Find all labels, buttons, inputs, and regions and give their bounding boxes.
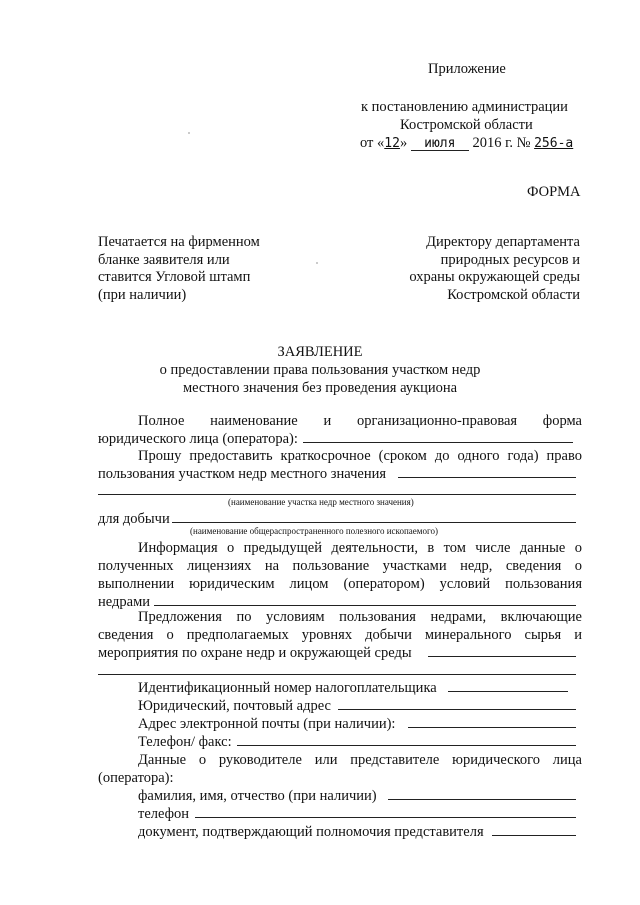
document-subtitle-line2: местного значения без проведения аукциона — [182, 380, 458, 396]
p3-line1: Информация о предыдущей деятельности, в том числе данные о — [138, 540, 582, 556]
left-note-line4: (при наличии) — [98, 287, 187, 303]
appendix-label: Приложение — [428, 61, 506, 77]
document-label: документ, подтверждающий полномочия представителя — [138, 824, 484, 840]
phone-fax-label: Телефон/ факс: — [138, 734, 232, 750]
region-label: Костромской области — [400, 117, 533, 133]
date-year: 2016 г. № — [472, 135, 531, 151]
p4-line1: Предложения по условиям пользования недрами, включающие — [138, 609, 582, 625]
date-prefix: от « — [360, 135, 385, 151]
addressee-line4: Костромской области — [447, 287, 580, 303]
document-subtitle-line1: о предоставлении права пользования участком недр — [159, 362, 481, 378]
addressee-line2: природных ресурсов и — [440, 252, 580, 268]
form-label: ФОРМА — [527, 184, 581, 200]
inn-field[interactable] — [448, 691, 568, 692]
resolution-date — [360, 134, 573, 153]
email-label: Адрес электронной почты (при наличии): — [138, 716, 396, 732]
for-mining-label: для добычи — [98, 511, 170, 527]
proposals-field-2[interactable] — [98, 674, 576, 675]
head-line2: (оператора): — [98, 770, 174, 786]
left-note-line3: ставится Угловой штамп — [98, 269, 251, 285]
p4-line3: мероприятия по охране недр и окружающей среды — [98, 645, 412, 661]
resolution-number: 256-а — [534, 136, 574, 151]
caption-mineral: (наименование общераспространенного полезного ископаемого) — [190, 526, 438, 536]
p1-line2: юридического лица (оператора): — [98, 431, 298, 447]
date-day: 12 — [384, 136, 400, 151]
scan-speck — [316, 262, 318, 264]
legal-name-field[interactable] — [303, 442, 573, 443]
fio-field[interactable] — [388, 799, 576, 800]
p3-line4: недрами — [98, 594, 151, 610]
caption-subsoil-area: (наименование участка недр местного значения) — [228, 497, 414, 507]
address-label: Юридический, почтовый адрес — [138, 698, 331, 714]
email-field[interactable] — [408, 727, 576, 728]
date-day-close: » — [399, 135, 408, 151]
subsoil-area-field-1[interactable] — [398, 477, 576, 478]
subsoil-area-field-2[interactable] — [98, 494, 576, 495]
resolution-label: к постановлению администрации — [361, 99, 568, 115]
date-month: июля — [411, 137, 469, 151]
p3-line2: полученных лицензиях на пользование участками недр, сведения о — [98, 558, 582, 574]
phone-fax-field[interactable] — [237, 745, 576, 746]
p2-line1: Прошу предоставить краткосрочное (сроком до одного года) право — [138, 448, 582, 464]
phone-field[interactable] — [195, 817, 576, 818]
addressee-line3: охраны окружающей среды — [409, 269, 580, 285]
document-title: ЗАЯВЛЕНИЕ — [277, 344, 363, 360]
left-note-line2: бланке заявителя или — [98, 252, 230, 268]
address-field[interactable] — [338, 709, 576, 710]
addressee-line1: Директору департамента — [426, 234, 580, 250]
document-field[interactable] — [492, 835, 576, 836]
p2-line2: пользования участком недр местного значения — [98, 466, 387, 482]
phone-label: телефон — [138, 806, 190, 822]
head-line1: Данные о руководителе или представителе юридического лица — [138, 752, 582, 768]
left-note-line1: Печатается на фирменном — [98, 234, 260, 250]
mineral-field[interactable] — [172, 522, 576, 523]
fio-label: фамилия, имя, отчество (при наличии) — [138, 788, 377, 804]
scan-speck — [188, 132, 190, 134]
previous-activity-field[interactable] — [154, 605, 576, 606]
p3-line3: выполнении юридическим лицом (оператором) условий пользования — [98, 576, 582, 592]
p1-line1: Полное наименование и организационно-правовая форма — [138, 413, 582, 429]
inn-label: Идентификационный номер налогоплательщика — [138, 680, 437, 696]
p4-line2: сведения о предполагаемых уровнях добычи минерального сырья и — [98, 627, 582, 643]
proposals-field-1[interactable] — [428, 656, 576, 657]
